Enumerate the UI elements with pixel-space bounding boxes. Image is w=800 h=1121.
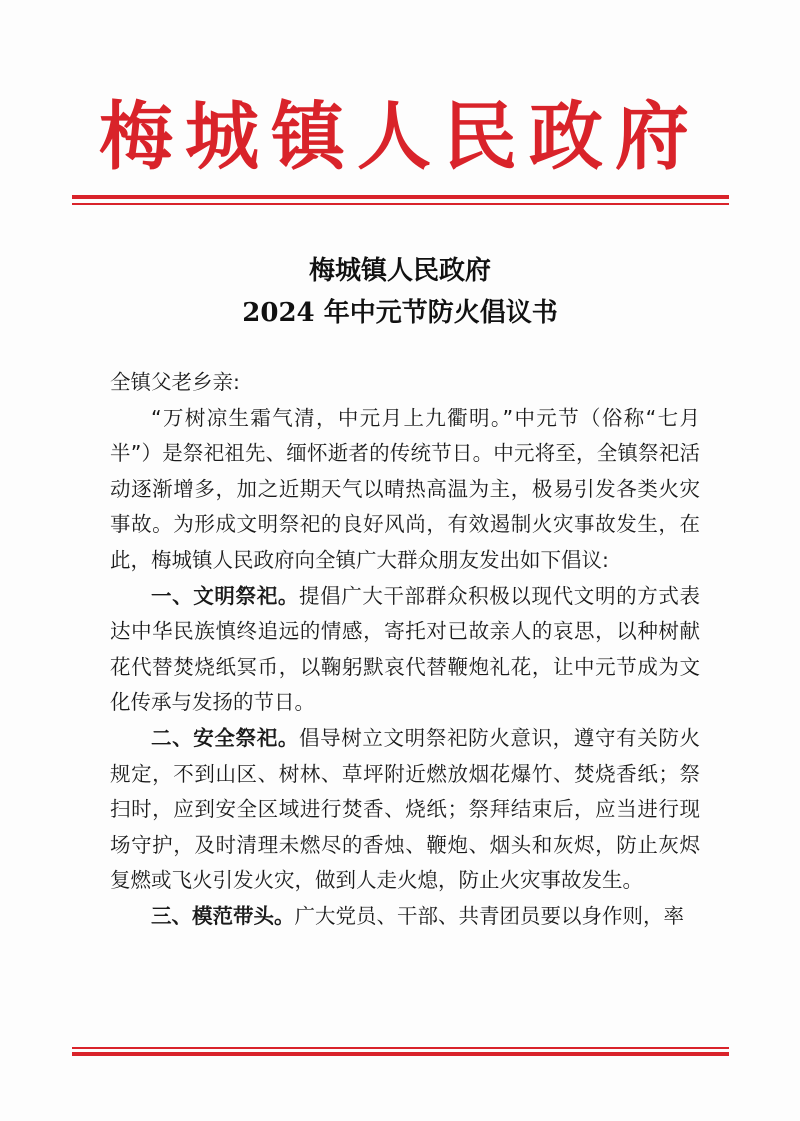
masthead-rule-thin [72, 203, 729, 205]
salutation: 全镇父老乡亲: [110, 370, 240, 394]
item-paragraph-2 [110, 721, 700, 899]
item-text-2: 倡导树立文明祭祀防火意识，遵守有关防火规定，不到山区、树林、草坪附近燃放烟花爆竹、焚烧香纸；祭扫时，应到安全区域进行焚香、烧纸；祭拜结束后，应当进行现场守护，及时清理未燃尽的香烛、鞭炮、烟头和灰烬，防止灰烬复燃或飞火引发火灾，做到人走火熄，防止火灾事故发生。 [110, 725, 701, 893]
item-text-3: 广大党员、干部、共青团员要以身作则，率 [294, 903, 684, 928]
item-lead-3: 三、模范带头。 [151, 903, 295, 928]
footer-rule-thick [72, 1052, 729, 1056]
document-body [110, 365, 700, 935]
title-line-1: 梅城镇人民政府 [308, 256, 491, 286]
item-lead-2: 二、安全祭祀。 [151, 725, 299, 750]
title-line-2: 2024 年中元节防火倡议书 [242, 298, 558, 328]
item-paragraph-3 [110, 899, 700, 935]
item-text-1: 提倡广大干部群众积极以现代文明的方式表达中华民族慎终追远的情感，寄托对已故亲人的哀思，以种树献花代替焚烧纸冥币，以鞠躬默哀代替鞭炮礼花，让中元节成为文化传承与发扬的节日。 [110, 583, 701, 715]
item-paragraph-1 [110, 579, 700, 721]
masthead-rule-thick [72, 195, 729, 199]
document-title [70, 250, 730, 334]
footer-rule-thin [72, 1047, 729, 1049]
item-lead-1: 一、文明祭祀。 [151, 583, 299, 608]
intro-paragraph: “万树凉生霜气清，中元月上九衢明。”中元节（俗称“七月半”）是祭祀祖先、缅怀逝者的传统节日。中元将至，全镇祭祀活动逐渐增多，加之近期天气以晴热高温为主，极易引发各类火灾事故。为形成文明祭祀的良好风尚，有效遏制火灾事故发生，在此，梅城镇人民政府向全镇广大群众朋友发出如下倡议: [110, 405, 700, 572]
masthead-org-name: 梅城镇人民政府 [99, 94, 701, 180]
